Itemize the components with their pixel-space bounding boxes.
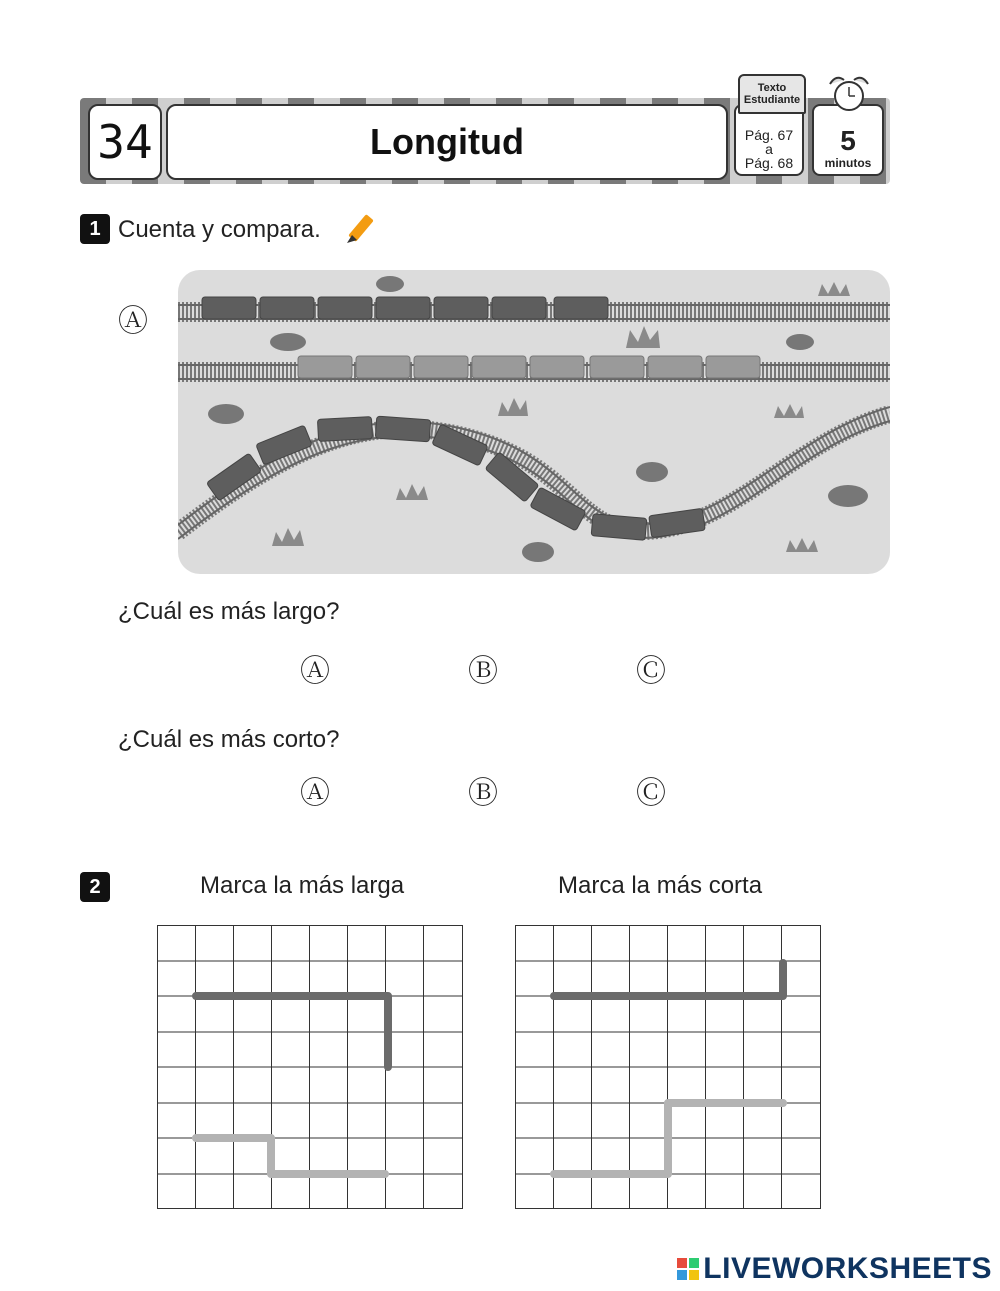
left-grid[interactable] — [157, 925, 463, 1209]
book-line1: Texto — [757, 82, 787, 94]
minutes-value: 5 — [840, 125, 856, 156]
question-1b-text: ¿Cuál es más corto? — [118, 726, 340, 753]
q1a-option-b[interactable]: Ⓑ — [468, 655, 498, 688]
page-reference — [734, 104, 804, 176]
right-dark-path — [554, 963, 783, 996]
q1a-option-a[interactable]: Ⓐ — [300, 655, 330, 688]
page-title: Longitud — [166, 104, 728, 180]
book-icon — [738, 74, 806, 114]
train-scene — [178, 270, 890, 574]
book-line2: Estudiante — [743, 94, 801, 106]
left-light-path — [196, 1138, 385, 1174]
question-1-instruction: Cuenta y compara. — [118, 216, 321, 243]
minutes-label: minutos — [824, 156, 872, 170]
page-to: Pág. 68 — [744, 155, 794, 171]
page-from: Pág. 67 — [744, 127, 794, 143]
q1b-option-b[interactable]: Ⓑ — [468, 777, 498, 810]
page-a: a — [765, 141, 773, 157]
q1b-option-c[interactable]: Ⓒ — [636, 777, 666, 810]
lesson-number: 34 — [88, 104, 162, 180]
alarm-clock-icon — [818, 72, 880, 112]
question-2-badge: 2 — [80, 872, 110, 902]
q1a-option-c[interactable]: Ⓒ — [636, 655, 666, 688]
right-grid[interactable] — [515, 925, 821, 1209]
q1b-option-a[interactable]: Ⓐ — [300, 777, 330, 810]
scene-label: Ⓐ — [118, 305, 148, 338]
time-box — [812, 104, 884, 176]
left-grid-title: Marca la más larga — [200, 872, 405, 899]
train-scene-illustration — [178, 270, 890, 574]
brand-name: LIVEWORKSHEETS — [703, 1252, 992, 1285]
logo-cubes-icon — [677, 1258, 699, 1280]
right-grid-title: Marca la más corta — [558, 872, 763, 899]
pencil-icon — [342, 212, 378, 248]
liveworksheets-logo[interactable] — [677, 1252, 992, 1286]
left-grid-drawing — [157, 925, 463, 1209]
question-1a-text: ¿Cuál es más largo? — [118, 598, 340, 625]
question-1-badge: 1 — [80, 214, 110, 244]
right-grid-drawing — [515, 925, 821, 1209]
